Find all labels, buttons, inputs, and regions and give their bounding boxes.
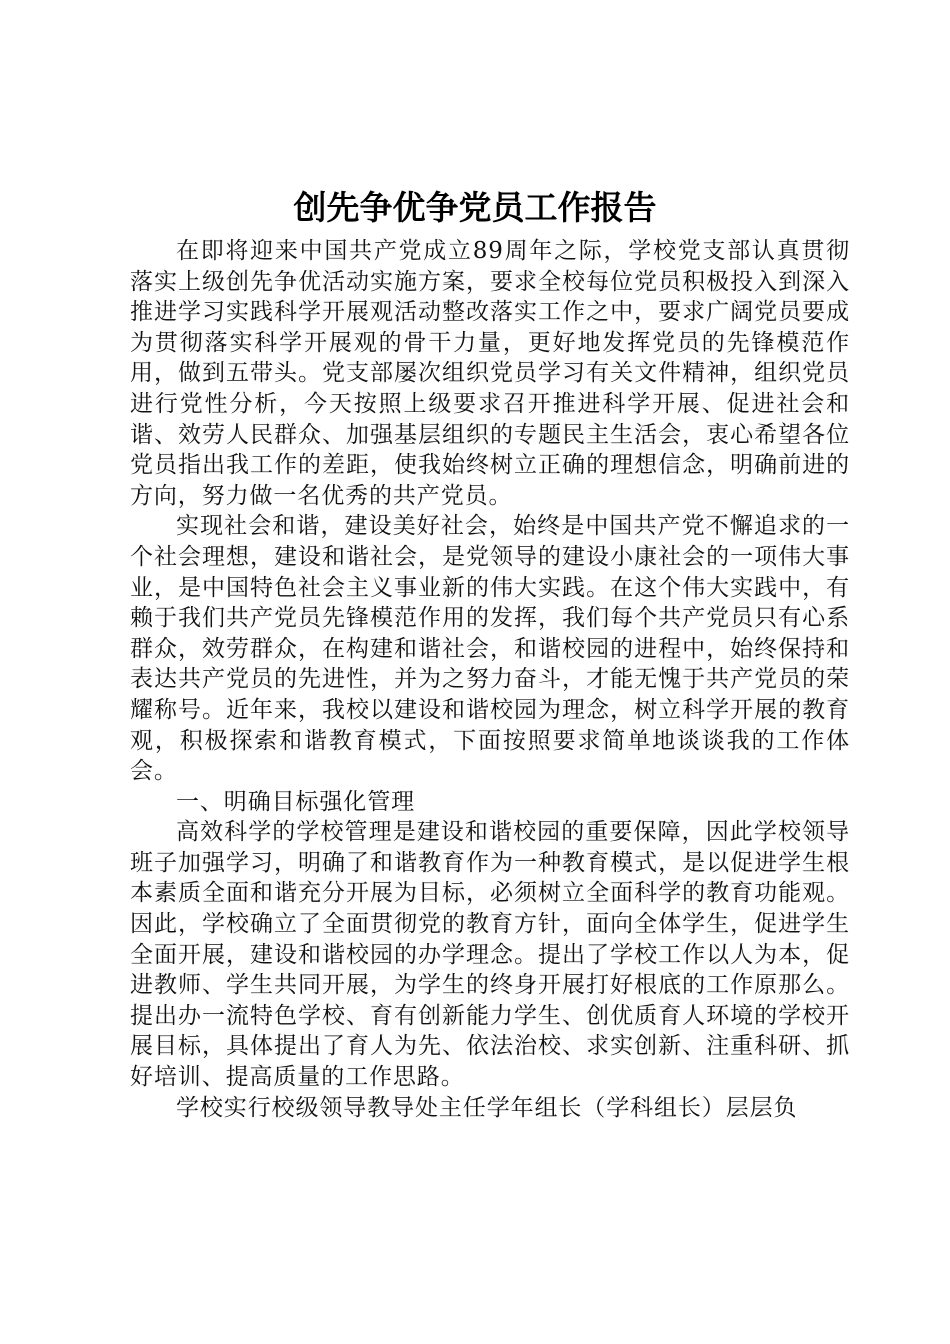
section-heading-1: 一、明确目标强化管理 (176, 788, 415, 815)
paragraph-management: 高效科学的学校管理是建设和谐校园的重要保障，因此学校领导班子加强学习，明确了和谐教育作为一种教育模式，是以促进学生根本素质全面和谐充分开展为目标，必须树立全面科学的教育功能观。因此，学校确立了全面贯彻党的教育方针，面向全体学生，促进学生全面开展，建设和谐校园的办学理念。提出了学校工作以人为本，促进教师、学生共同开展，为学生的终身开展打好根底的工作原那么。提出办一流特色学校、育有创新能力学生、创优质育人环境的学校开展目标，具体提出了育人为先、依法治校、求实创新、注重科研、抓好培训、提高质量的工作思路。 (130, 819, 850, 1091)
paragraph-responsibility: 学校实行校级领导教导处主任学年组长（学科组长）层层负 (176, 1094, 798, 1121)
document-body (130, 236, 850, 1123)
paragraph-intro: 在即将迎来中国共产党成立89周年之际，学校党支部认真贯彻落实上级创先争优活动实施方案，要求全校每位党员积极投入到深入推进学习实践科学开展观活动整改落实工作之中，要求广阔党员要成为贯彻落实科学开展观的骨干力量，更好地发挥党员的先锋模范作用，做到五带头。党支部屡次组织党员学习有关文件精神，组织党员进行党性分析，今天按照上级要求召开推进科学开展、促进社会和谐、效劳人民群众、加强基层组织的专题民主生活会，衷心希望各位党员指出我工作的差距，使我始终树立正确的理想信念，明确前进的方向，努力做一名优秀的共产党员。 (130, 238, 850, 509)
document-title: 创先争优争党员工作报告 (293, 188, 657, 227)
paragraph-harmony: 实现社会和谐，建设美好社会，始终是中国共产党不懈追求的一个社会理想，建设和谐社会，是党领导的建设小康社会的一项伟大事业，是中国特色社会主义事业新的伟大实践。在这个伟大实践中，有赖于我们共产党员先锋模范作用的发挥，我们每个共产党员只有心系群众，效劳群众，在构建和谐社会，和谐校园的进程中，始终保持和表达共产党员的先进性，并为之努力奋斗，才能无愧于共产党员的荣耀称号。近年来，我校以建设和谐校园为理念，树立科学开展的教育观，积极探索和谐教育模式，下面按照要求简单地谈谈我的工作体会。 (130, 513, 850, 785)
